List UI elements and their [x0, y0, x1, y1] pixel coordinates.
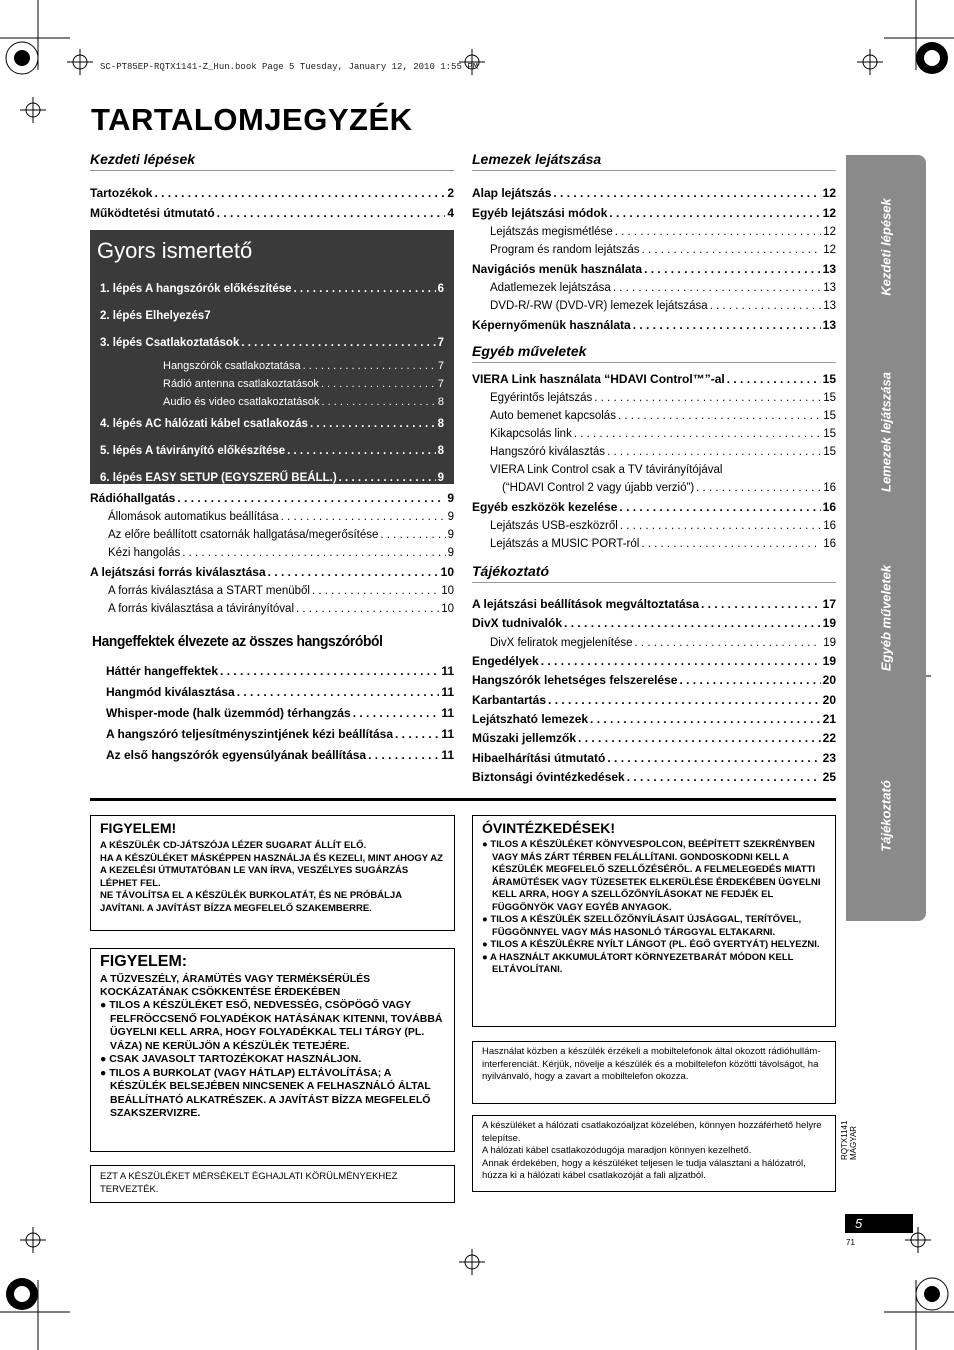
toc-entry[interactable] — [90, 330, 454, 357]
toc-entry-page: 19 — [822, 653, 836, 668]
gyors-title: Gyors ismertető — [97, 238, 253, 263]
toc-entry-title: 3. lépés Csatlakoztatások — [100, 337, 240, 349]
warning-line: NE TÁVOLÍTSA EL A KÉSZÜLÉK BURKOLATÁT, ÉS NE PRÓBÁLJA JAVÍTANI. A JAVÍTÁST BÍZZA MEGFELELŐ SZAKEMBERRE. — [100, 890, 402, 914]
toc-entry-title: Whisper-mode (halk üzemmód) térhangzás — [106, 706, 351, 720]
toc-leader-dots — [619, 497, 820, 517]
toc-leader-dots — [322, 393, 436, 411]
toc-entry-title: Rádió antenna csatlakoztatások — [163, 378, 319, 390]
toc-kezdeti — [90, 183, 454, 223]
toc-entry-page: 15 — [822, 372, 836, 386]
toc-entry[interactable] — [472, 369, 836, 389]
toc-leader-dots — [564, 614, 821, 633]
hang-title: Hangeffektek élvezete az összes hangszóróból — [92, 633, 383, 650]
caution-bullet: ● TILOS A KÉSZÜLÉKRE NYÍLT LÁNGOT (PL. ÉGŐ GYERTYÁT) HELYEZNI. — [482, 939, 820, 950]
toc-entry-page: 16 — [823, 538, 836, 550]
toc-entry-page: 11 — [441, 664, 454, 678]
toc-entry[interactable] — [472, 749, 836, 768]
toc-leader-dots — [287, 438, 435, 465]
toc-entry[interactable] — [472, 241, 836, 259]
toc-entry-page: 11 — [441, 706, 454, 720]
toc-entry[interactable] — [90, 600, 454, 618]
toc-leader-dots — [627, 768, 821, 787]
toc-entry-page: 13 — [823, 282, 836, 294]
toc-entry[interactable] — [472, 595, 836, 614]
toc-entry-page: 20 — [822, 673, 836, 688]
mobile-note: Használat közben a készülék érzékeli a mobiltelefonok által okozott rádióhullám-interferenciát. Kérjük, növelje a készülék és a mobiltelefon közötti távolságot, ha nyilvánvaló, hogy a zavart a mobiltelefon okozza. — [472, 1041, 836, 1104]
warning-bullet: ● CSAK JAVASOLT TARTOZÉKOKAT HASZNÁLJON. — [100, 1053, 362, 1065]
toc-entry-page: 20 — [822, 692, 836, 707]
toc-entry-page: 12 — [823, 244, 836, 256]
toc-entry-title: Az első hangszórók egyensúlyának beállítása — [106, 748, 367, 762]
toc-entry-title: Működtetési útmutató — [90, 206, 215, 220]
toc-entry-page: 9 — [447, 547, 454, 559]
page-number: 5 — [845, 1214, 913, 1233]
toc-entry-title: Kézi hangolás — [108, 547, 181, 559]
toc-entry[interactable] — [472, 389, 836, 407]
toc-entry[interactable] — [472, 315, 836, 335]
toc-entry-page: 8 — [437, 445, 444, 457]
toc-entry-page: 12 — [823, 226, 836, 238]
toc-leader-dots — [310, 411, 436, 438]
toc-entry-page: 15 — [823, 410, 836, 422]
toc-entry[interactable] — [472, 768, 836, 787]
warning-title: FIGYELEM! — [100, 820, 177, 836]
toc-egyeb — [472, 369, 836, 553]
toc-leader-dots — [154, 183, 445, 203]
toc-entry-page: 19 — [823, 636, 836, 649]
mains-line: A készüléket a hálózati csatlakozóaljzat közelében, könnyen hozzáférhető helyre telepítse. — [482, 1120, 822, 1144]
toc-entry-title: Egyérintős lejátszás — [490, 392, 593, 404]
toc-entry-title: Egyéb lejátszási módok — [472, 206, 608, 220]
toc-entry[interactable] — [90, 375, 454, 393]
toc-entry-title: Audio és video csatlakoztatások — [163, 396, 320, 408]
toc-leader-dots — [727, 369, 821, 389]
toc-entry-title: Tartozékok — [90, 186, 153, 200]
toc-leader-dots — [710, 297, 822, 315]
toc-leader-dots — [696, 479, 821, 497]
toc-entry-page: 17 — [822, 597, 836, 611]
toc-entry-page: 15 — [823, 446, 836, 458]
tab-tajek[interactable] — [846, 711, 926, 921]
toc-entry-title: Biztonsági óvintézkedések — [472, 770, 625, 785]
mains-line: Annak érdekében, hogy a készüléket teljesen le tudja választani a hálózatról, húzza ki a hálózati kábel csatlakozóját a fali aljzatból. — [482, 1157, 806, 1181]
toc-entry[interactable] — [90, 508, 454, 526]
toc-entry-page: 25 — [822, 770, 836, 785]
toc-entry[interactable] — [90, 203, 454, 223]
toc-entry-page: 7 — [437, 378, 444, 390]
toc-entry-title: A lejátszási beállítások megváltoztatása — [472, 597, 699, 611]
toc-entry-page: 15 — [823, 428, 836, 440]
toc-entry-title: 5. lépés A távirányító előkészítése — [100, 445, 286, 457]
toc-entry-title: Karbantartás — [472, 692, 547, 707]
warning-line: HA A KÉSZÜLÉKET MÁSKÉPPEN HASZNÁLJA ÉS KEZELI, MINT AHOGY AZ A KEZELÉSI ÚTMUTATÓBAN LE VAN ÍRVA, VESZÉLYES SUGÁRZÁS LÉPHET FEL. — [100, 852, 443, 889]
toc-entry-title: Állomások automatikus beállítása — [108, 511, 279, 523]
warning-intro: A TŰZVESZÉLY, ÁRAMÜTÉS VAGY TERMÉKSÉRÜLÉS KOCKÁZATÁNAK CSÖKKENTÉSE ÉRDEKÉBEN — [100, 973, 371, 998]
toc-entry[interactable] — [472, 535, 836, 553]
toc-entry[interactable] — [472, 497, 836, 517]
toc-entry-title: Lejátszás USB-eszközről — [490, 520, 618, 532]
toc-entry-page: 6 — [437, 283, 444, 295]
toc-leader-dots — [615, 223, 821, 241]
warning-box-laser — [90, 815, 455, 931]
toc-entry-page: 11 — [441, 727, 454, 741]
toc-entry-page: 10 — [441, 585, 454, 597]
toc-entry-page: 9 — [447, 511, 454, 523]
toc-entry-page: 12 — [822, 186, 836, 200]
toc-entry-title: Hangmód kiválasztása — [106, 685, 235, 699]
toc-leader-dots — [607, 749, 820, 768]
toc-entry[interactable] — [106, 661, 454, 682]
toc-entry-page: 21 — [822, 711, 836, 726]
toc-entry[interactable] — [472, 203, 836, 223]
toc-leader-dots — [644, 259, 821, 279]
toc-entry-page: 9 — [447, 491, 454, 505]
tab-kezdeti[interactable] — [846, 155, 926, 339]
toc-entry-title: Képernyőmenük használata — [472, 318, 631, 332]
toc-entry-title: Adatlemezek lejátszása — [490, 282, 611, 294]
toc-entry-page: 11 — [441, 685, 454, 699]
toc-leader-dots — [303, 357, 436, 375]
tab-lemezek-label: Lemezek lejátszása — [878, 372, 894, 492]
toc-hang — [106, 661, 454, 766]
gyors-box — [90, 230, 454, 484]
toc-entry-page: 7 — [437, 337, 444, 349]
toc-leader-dots — [679, 671, 820, 690]
toc-entry[interactable] — [90, 526, 454, 544]
toc-entry-title: A lejátszási forrás kiválasztása — [90, 565, 266, 579]
toc-entry-page: 23 — [822, 750, 836, 765]
toc-entry-title: 6. lépés EASY SETUP (EGYSZERŰ BEÁLL.) — [100, 472, 337, 484]
toc-entry-page: 13 — [822, 262, 836, 276]
toc-entry-title: Rádióhallgatás — [90, 491, 176, 505]
toc-entry-title: Navigációs menük használata — [472, 262, 643, 276]
toc-entry[interactable] — [106, 703, 454, 724]
toc-leader-dots — [641, 535, 821, 553]
toc-entry-title: Hangszórók csatlakoztatása — [163, 360, 301, 372]
toc-entry-page: 15 — [823, 392, 836, 404]
toc-leader-dots — [553, 183, 820, 203]
caution-bullet: ● TILOS A KÉSZÜLÉK SZELLŐZŐNYÍLÁSAIT ÚJSÁGGAL, TERÍTŐVEL, FÜGGÖNNYEL VAGY MÁS HASONLÓ TÁRGGYAL ELTAKARNI. — [482, 914, 802, 938]
toc-leader-dots — [380, 526, 445, 544]
toc-entry-title: Lejátszható lemezek — [472, 711, 589, 726]
warning-box-fire — [90, 948, 455, 1152]
toc-entry[interactable] — [472, 691, 836, 710]
toc-entry[interactable] — [90, 544, 454, 562]
toc-leader-dots — [701, 595, 821, 614]
toc-entry[interactable] — [90, 582, 454, 600]
toc-entry-title: VIERA Link Control csak a TV távirányítójával — [490, 464, 723, 476]
toc-entry-page: 16 — [823, 520, 836, 532]
toc-entry[interactable] — [90, 303, 454, 330]
toc-entry[interactable] — [90, 438, 454, 465]
toc-lemezek — [472, 183, 836, 335]
climate-note: EZT A KÉSZÜLÉKET MÉRSÉKELT ÉGHAJLATI KÖRÜLMÉNYEKHEZ TERVEZTÉK. — [90, 1165, 455, 1203]
toc-leader-dots — [241, 330, 435, 357]
toc-entry[interactable] — [472, 297, 836, 315]
toc-leader-dots — [642, 241, 822, 259]
warning-bullet: ● TILOS A KÉSZÜLÉKET ESŐ, NEDVESSÉG, CSÖPÖGŐ VAGY FELFRÖCCSENŐ FOLYADÉKOK HATÁSÁNAK KITENNI, TOVÁBBÁ ÜGYELNI KELL ARRA, HOGY FOLYADÉKKAL TELI TÁRGY (PL. VÁZA) NE KERÜLJÖN A KÉSZÜLÉK TETEJÉRE. — [100, 999, 443, 1052]
toc-entry-title: Lejátszás megismétlése — [490, 226, 613, 238]
toc-entry-title: Program és random lejátszás — [490, 244, 640, 256]
toc-entry[interactable] — [472, 259, 836, 279]
toc-entry-page: 16 — [823, 482, 836, 494]
tab-kezdeti-label: Kezdeti lépések — [878, 198, 894, 296]
toc-leader-dots — [294, 276, 436, 303]
caution-title: ÓVINTÉZKEDÉSEK! — [482, 820, 616, 836]
toc-entry[interactable] — [90, 276, 454, 303]
page-title: TARTALOMJEGYZÉK — [91, 102, 413, 137]
toc-entry[interactable] — [90, 357, 454, 375]
section-heading-lemezek: Lemezek lejátszása — [472, 151, 836, 171]
toc-entry-page: 16 — [822, 500, 836, 514]
toc-entry-title: DVD-R/-RW (DVD-VR) lemezek lejátszása — [490, 300, 708, 312]
tab-egyeb-label: Egyéb műveletek — [878, 564, 894, 672]
toc-entry[interactable] — [472, 729, 836, 748]
toc-entry[interactable] — [90, 488, 454, 508]
toc-leader-dots — [633, 315, 821, 335]
toc-entry-title: A forrás kiválasztása a távirányítóval — [108, 603, 294, 615]
toc-entry-title: Engedélyek — [472, 653, 539, 668]
toc-leader-dots — [620, 517, 821, 535]
toc-entry-title: VIERA Link használata “HDAVI Control™”-al — [472, 372, 725, 386]
toc-entry[interactable] — [472, 479, 836, 497]
toc-entry[interactable] — [472, 279, 836, 297]
toc-leader-dots — [395, 724, 439, 745]
toc-leader-dots — [237, 682, 440, 703]
toc-leader-dots — [590, 710, 821, 729]
warning-line: A KÉSZÜLÉK CD-JÁTSZÓJA LÉZER SUGARAT ÁLLÍT ELŐ. — [100, 840, 367, 851]
toc-entry[interactable] — [90, 393, 454, 411]
toc-entry-title: 1. lépés A hangszórók előkészítése — [100, 283, 292, 295]
section-heading-kezdeti: Kezdeti lépések — [90, 151, 454, 171]
toc-entry-page: 2 — [447, 186, 454, 200]
toc-leader-dots — [312, 582, 439, 600]
toc-entry-page: 8 — [437, 418, 444, 430]
toc-entry-title: (“HDAVI Control 2 vagy újabb verzió”) — [502, 482, 695, 494]
toc-leader-dots — [578, 729, 821, 748]
toc-entry-page: 7 — [437, 360, 444, 372]
toc-entry-title: Egyéb eszközök kezelése — [472, 500, 618, 514]
toc-entry-title: DivX feliratok megjelenítése — [490, 636, 633, 649]
toc-entry-title: Hibaelhárítási útmutató — [472, 750, 606, 765]
toc-leader-dots — [281, 508, 446, 526]
toc-entry-title: Kikapcsolás link — [490, 428, 572, 440]
toc-leader-dots — [296, 600, 439, 618]
toc-leader-dots — [321, 375, 436, 393]
toc-entry[interactable] — [472, 671, 836, 690]
toc-entry-page: 11 — [441, 748, 454, 762]
toc-entry[interactable] — [472, 223, 836, 241]
warning-bullet: ● TILOS A BURKOLAT (VAGY HÁTLAP) ELTÁVOLÍTÁSA; A KÉSZÜLÉK BELSEJÉBEN NINCSENEK A FELHASZNÁLÓ ÁLTAL BEÁLLÍTHATÓ ALKATRÉSZEK. A JAVÍTÁST BÍZZA MEGFELELŐ SZAKSZERVIZRE. — [100, 1066, 431, 1119]
toc-entry[interactable] — [472, 517, 836, 535]
page-number-small: 71 — [846, 1238, 855, 1247]
toc-entry[interactable] — [472, 634, 836, 652]
toc-entry-title: Műszaki jellemzők — [472, 731, 577, 746]
toc-entry-title: Az előre beállított csatornák hallgatása/megerősítése — [108, 529, 379, 541]
tab-egyeb[interactable] — [846, 525, 926, 711]
toc-leader-dots — [182, 544, 445, 562]
toc-entry-title: A hangszóró teljesítményszintjének kézi beállítása — [106, 727, 393, 741]
toc-leader-dots — [353, 703, 440, 724]
toc-entry-page: 22 — [822, 731, 836, 746]
toc-entry-page: 9 — [447, 529, 454, 541]
document-code: RQTX1141 MAGYAR — [840, 1120, 858, 1160]
toc-leader-dots — [541, 652, 821, 671]
toc-entry-title: 2. lépés Elhelyezés7 — [100, 310, 211, 322]
toc-entry[interactable] — [472, 461, 836, 479]
toc-entry-page: 10 — [441, 603, 454, 615]
toc-leader-dots — [268, 562, 439, 582]
toc-entry-title: Hangszórók lehetséges felszerelése — [472, 673, 678, 688]
toc-entry-page: 8 — [437, 396, 444, 408]
toc-entry[interactable] — [472, 652, 836, 671]
toc-entry[interactable] — [90, 411, 454, 438]
toc-entry[interactable] — [472, 425, 836, 443]
toc-entry-title: A forrás kiválasztása a START menüből — [108, 585, 310, 597]
caution-box — [472, 815, 836, 1027]
caution-bullet: ● TILOS A KÉSZÜLÉKET KÖNYVESPOLCON, BEÉPÍTETT SZEKRÉNYBEN VAGY MÁS ZÁRT TÉRBEN FELÁLLÍTANI. GONDOSKODNI KELL A KÉSZÜLÉK MEGFELELŐ SZELLŐZÉSÉRŐL. A FELMELEGEDÉS MIATTI ÁRAMÜTÉSEK VAGY TÜZESETEK ELKERÜLÉSE ÉRDEKÉBEN ÜGYELNI KELL ARRA, HOGY A SZELLŐZŐNYÍLÁSOKAT NE FEDJÉK EL FÜGGÖNYÖK VAGY EGYÉB ANYAGOK. — [482, 839, 821, 913]
toc-leader-dots — [177, 488, 445, 508]
toc-leader-dots — [607, 443, 821, 461]
toc-leader-dots — [220, 661, 439, 682]
toc-entry-page: 9 — [437, 472, 444, 484]
toc-entry-title: Lejátszás a MUSIC PORT-ról — [490, 538, 640, 550]
toc-entry[interactable] — [106, 724, 454, 745]
toc-tajek — [472, 595, 836, 788]
toc-entry-title: 4. lépés AC hálózati kábel csatlakozás — [100, 418, 308, 430]
toc-entry[interactable] — [106, 682, 454, 703]
toc-leader-dots — [574, 425, 821, 443]
toc-entry-page: 10 — [440, 565, 454, 579]
toc-leader-dots — [368, 745, 439, 766]
tab-lemezek[interactable] — [846, 339, 926, 525]
toc-entry-page: 12 — [822, 206, 836, 220]
toc-entry-page: 13 — [822, 318, 836, 332]
toc-entry[interactable] — [90, 183, 454, 203]
toc-entry-page: 19 — [822, 616, 836, 631]
toc-leader-dots — [548, 691, 821, 710]
toc-leader-dots — [594, 389, 821, 407]
mains-line: A hálózati kábel csatlakozódugója maradjon könnyen kezelhető. — [482, 1145, 752, 1156]
toc-entry-title: DivX tudnivalók — [472, 616, 563, 631]
divider — [90, 798, 836, 801]
toc-leader-dots — [217, 203, 446, 223]
toc-entry-title: Alap lejátszás — [472, 186, 552, 200]
toc-entry[interactable] — [472, 614, 836, 633]
toc-leader-dots — [635, 634, 822, 652]
section-heading-egyeb: Egyéb műveletek — [472, 343, 836, 363]
print-header: SC-PT85EP-RQTX1141-Z_Hun.book Page 5 Tuesday, January 12, 2010 1:55 PM — [100, 62, 479, 72]
toc-entry-title: Auto bemenet kapcsolás — [490, 410, 616, 422]
toc-entry-title: Háttér hangeffektek — [106, 664, 219, 678]
toc-entry-page: 13 — [823, 300, 836, 312]
toc-entry-page: 4 — [447, 206, 454, 220]
toc-entry[interactable] — [472, 183, 836, 203]
toc-gyors — [90, 276, 454, 492]
toc-entry[interactable] — [472, 443, 836, 461]
mains-note — [472, 1115, 836, 1192]
toc-entry[interactable] — [472, 710, 836, 729]
toc-leader-dots — [618, 407, 821, 425]
section-heading-tajek: Tájékoztató — [472, 563, 836, 583]
tab-tajek-label: Tájékoztató — [878, 780, 894, 852]
caution-bullet: ● A HASZNÁLT AKKUMULÁTORT KÖRNYEZETBARÁT MÓDON KELL ELTÁVOLÍTANI. — [482, 951, 794, 975]
toc-radio — [90, 488, 454, 618]
toc-entry-title: Hangszóró kiválasztás — [490, 446, 606, 458]
toc-entry[interactable] — [472, 407, 836, 425]
toc-entry[interactable] — [106, 745, 454, 766]
toc-entry[interactable] — [90, 562, 454, 582]
toc-leader-dots — [613, 279, 821, 297]
toc-leader-dots — [609, 203, 820, 223]
warning-title: FIGYELEM: — [100, 953, 188, 970]
